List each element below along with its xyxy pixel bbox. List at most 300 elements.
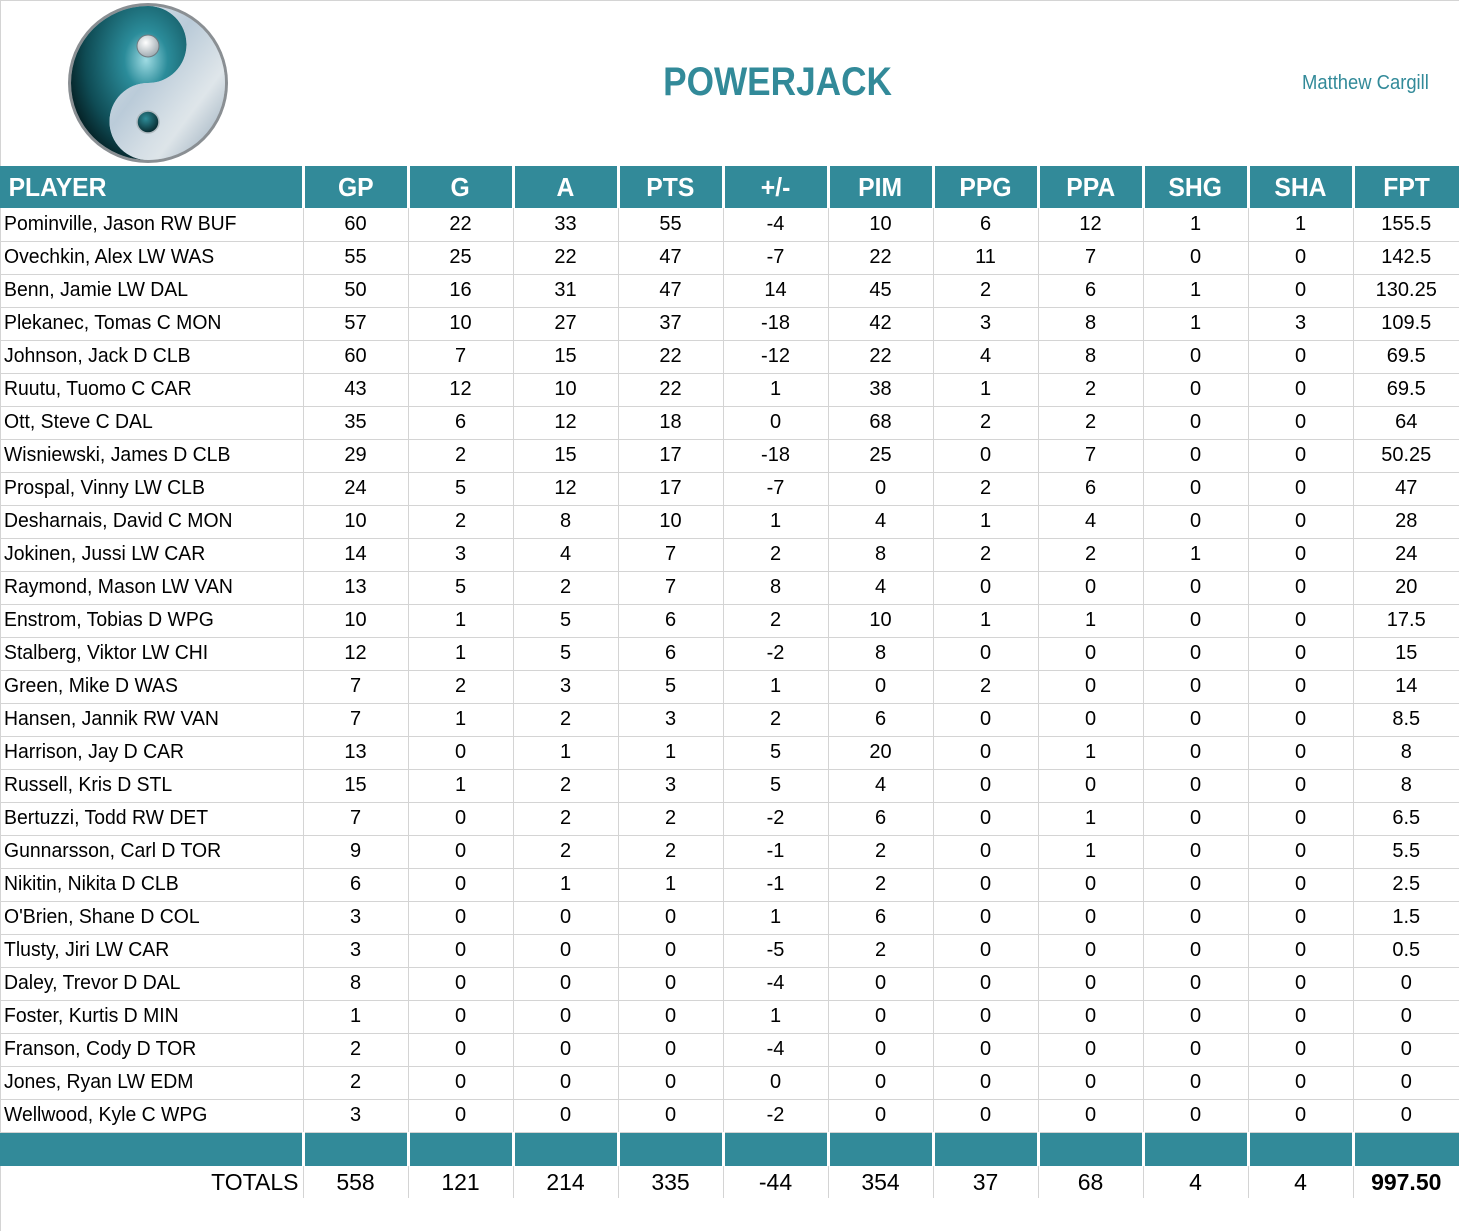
cell-pts[interactable]: 22 bbox=[618, 373, 723, 406]
cell-ppg[interactable]: 0 bbox=[933, 769, 1038, 802]
cell-ppg[interactable]: 0 bbox=[933, 835, 1038, 868]
cell-a[interactable]: 0 bbox=[513, 934, 618, 967]
cell-plus-minus[interactable]: -5 bbox=[723, 934, 828, 967]
total-plus-minus[interactable]: -44 bbox=[723, 1166, 828, 1198]
cell-a[interactable]: 0 bbox=[513, 967, 618, 1000]
cell-player[interactable] bbox=[0, 472, 303, 505]
cell-a[interactable]: 5 bbox=[513, 604, 618, 637]
cell-gp[interactable]: 8 bbox=[303, 967, 408, 1000]
cell-plus-minus[interactable]: 1 bbox=[723, 1000, 828, 1033]
total-a[interactable]: 214 bbox=[513, 1166, 618, 1198]
cell-plus-minus[interactable]: 8 bbox=[723, 571, 828, 604]
cell-sha[interactable]: 0 bbox=[1248, 1000, 1353, 1033]
cell-a[interactable]: 12 bbox=[513, 406, 618, 439]
cell-pim[interactable]: 22 bbox=[828, 241, 933, 274]
cell-ppa[interactable]: 1 bbox=[1038, 736, 1143, 769]
cell-g[interactable]: 10 bbox=[408, 307, 513, 340]
cell-ppg[interactable]: 11 bbox=[933, 241, 1038, 274]
cell-pim[interactable]: 6 bbox=[828, 901, 933, 934]
cell-ppg[interactable]: 0 bbox=[933, 1000, 1038, 1033]
cell-gp[interactable]: 3 bbox=[303, 1099, 408, 1132]
cell-gp[interactable]: 2 bbox=[303, 1033, 408, 1066]
cell-a[interactable]: 0 bbox=[513, 1033, 618, 1066]
cell-plus-minus[interactable]: -7 bbox=[723, 241, 828, 274]
cell-sha[interactable]: 0 bbox=[1248, 967, 1353, 1000]
cell-gp[interactable]: 50 bbox=[303, 274, 408, 307]
cell-player[interactable] bbox=[0, 1099, 303, 1132]
cell-gp[interactable]: 43 bbox=[303, 373, 408, 406]
cell-sha[interactable]: 1 bbox=[1248, 208, 1353, 241]
cell-gp[interactable]: 10 bbox=[303, 505, 408, 538]
cell-ppg[interactable]: 0 bbox=[933, 736, 1038, 769]
cell-ppg[interactable]: 6 bbox=[933, 208, 1038, 241]
cell-pim[interactable]: 10 bbox=[828, 604, 933, 637]
cell-player[interactable] bbox=[0, 670, 303, 703]
cell-plus-minus[interactable]: 0 bbox=[723, 1066, 828, 1099]
cell-ppa[interactable]: 0 bbox=[1038, 1033, 1143, 1066]
cell-fpt[interactable]: 142.5 bbox=[1353, 241, 1459, 274]
cell-gp[interactable]: 60 bbox=[303, 208, 408, 241]
cell-pim[interactable]: 38 bbox=[828, 373, 933, 406]
cell-ppg[interactable]: 0 bbox=[933, 901, 1038, 934]
cell-ppg[interactable]: 2 bbox=[933, 406, 1038, 439]
cell-shg[interactable]: 0 bbox=[1143, 703, 1248, 736]
cell-sha[interactable]: 0 bbox=[1248, 769, 1353, 802]
cell-ppg[interactable]: 0 bbox=[933, 802, 1038, 835]
cell-pts[interactable]: 0 bbox=[618, 967, 723, 1000]
cell-player[interactable] bbox=[0, 901, 303, 934]
cell-plus-minus[interactable]: -7 bbox=[723, 472, 828, 505]
cell-fpt[interactable]: 6.5 bbox=[1353, 802, 1459, 835]
cell-a[interactable]: 2 bbox=[513, 571, 618, 604]
cell-ppg[interactable]: 0 bbox=[933, 1066, 1038, 1099]
cell-fpt[interactable]: 2.5 bbox=[1353, 868, 1459, 901]
cell-player[interactable] bbox=[0, 967, 303, 1000]
cell-plus-minus[interactable]: -1 bbox=[723, 835, 828, 868]
total-sha[interactable]: 4 bbox=[1248, 1166, 1353, 1198]
cell-fpt[interactable]: 0 bbox=[1353, 967, 1459, 1000]
cell-player[interactable] bbox=[0, 241, 303, 274]
cell-plus-minus[interactable]: -2 bbox=[723, 637, 828, 670]
cell-pim[interactable]: 42 bbox=[828, 307, 933, 340]
cell-ppa[interactable]: 0 bbox=[1038, 769, 1143, 802]
cell-pim[interactable]: 4 bbox=[828, 769, 933, 802]
cell-shg[interactable]: 0 bbox=[1143, 241, 1248, 274]
column-header-shg[interactable] bbox=[1143, 166, 1248, 208]
cell-sha[interactable]: 0 bbox=[1248, 439, 1353, 472]
cell-ppa[interactable]: 8 bbox=[1038, 307, 1143, 340]
cell-plus-minus[interactable]: 2 bbox=[723, 703, 828, 736]
cell-ppa[interactable]: 6 bbox=[1038, 472, 1143, 505]
cell-ppa[interactable]: 0 bbox=[1038, 670, 1143, 703]
cell-g[interactable]: 0 bbox=[408, 934, 513, 967]
cell-g[interactable]: 1 bbox=[408, 703, 513, 736]
cell-ppa[interactable]: 0 bbox=[1038, 1099, 1143, 1132]
cell-player[interactable] bbox=[0, 769, 303, 802]
cell-fpt[interactable]: 8.5 bbox=[1353, 703, 1459, 736]
cell-gp[interactable]: 35 bbox=[303, 406, 408, 439]
cell-pts[interactable]: 1 bbox=[618, 868, 723, 901]
cell-plus-minus[interactable]: 14 bbox=[723, 274, 828, 307]
cell-pim[interactable]: 20 bbox=[828, 736, 933, 769]
cell-sha[interactable]: 0 bbox=[1248, 406, 1353, 439]
cell-gp[interactable]: 7 bbox=[303, 703, 408, 736]
cell-ppa[interactable]: 1 bbox=[1038, 835, 1143, 868]
cell-a[interactable]: 1 bbox=[513, 868, 618, 901]
cell-shg[interactable]: 0 bbox=[1143, 901, 1248, 934]
cell-pts[interactable]: 17 bbox=[618, 439, 723, 472]
cell-ppg[interactable]: 1 bbox=[933, 505, 1038, 538]
cell-player[interactable] bbox=[0, 274, 303, 307]
cell-gp[interactable]: 12 bbox=[303, 637, 408, 670]
cell-pts[interactable]: 55 bbox=[618, 208, 723, 241]
cell-fpt[interactable]: 0 bbox=[1353, 1066, 1459, 1099]
cell-player[interactable] bbox=[0, 802, 303, 835]
column-header-player[interactable] bbox=[0, 166, 303, 208]
cell-plus-minus[interactable]: 2 bbox=[723, 538, 828, 571]
cell-shg[interactable]: 0 bbox=[1143, 967, 1248, 1000]
cell-ppg[interactable]: 1 bbox=[933, 604, 1038, 637]
cell-sha[interactable]: 0 bbox=[1248, 1033, 1353, 1066]
cell-a[interactable]: 0 bbox=[513, 1066, 618, 1099]
cell-shg[interactable]: 0 bbox=[1143, 1099, 1248, 1132]
cell-g[interactable]: 6 bbox=[408, 406, 513, 439]
cell-ppa[interactable]: 7 bbox=[1038, 241, 1143, 274]
cell-shg[interactable]: 0 bbox=[1143, 1033, 1248, 1066]
cell-sha[interactable]: 0 bbox=[1248, 934, 1353, 967]
cell-player[interactable] bbox=[0, 505, 303, 538]
cell-plus-minus[interactable]: -2 bbox=[723, 1099, 828, 1132]
cell-g[interactable]: 0 bbox=[408, 835, 513, 868]
cell-pim[interactable]: 25 bbox=[828, 439, 933, 472]
cell-fpt[interactable]: 50.25 bbox=[1353, 439, 1459, 472]
cell-pts[interactable]: 6 bbox=[618, 637, 723, 670]
cell-gp[interactable]: 7 bbox=[303, 802, 408, 835]
cell-ppg[interactable]: 3 bbox=[933, 307, 1038, 340]
cell-ppa[interactable]: 4 bbox=[1038, 505, 1143, 538]
cell-shg[interactable]: 0 bbox=[1143, 736, 1248, 769]
cell-player[interactable] bbox=[0, 604, 303, 637]
cell-gp[interactable]: 60 bbox=[303, 340, 408, 373]
cell-ppg[interactable]: 0 bbox=[933, 1033, 1038, 1066]
cell-plus-minus[interactable]: -4 bbox=[723, 967, 828, 1000]
cell-pim[interactable]: 0 bbox=[828, 1099, 933, 1132]
cell-shg[interactable]: 0 bbox=[1143, 934, 1248, 967]
cell-fpt[interactable]: 8 bbox=[1353, 769, 1459, 802]
cell-a[interactable]: 2 bbox=[513, 769, 618, 802]
cell-pim[interactable]: 2 bbox=[828, 868, 933, 901]
cell-shg[interactable]: 0 bbox=[1143, 868, 1248, 901]
cell-gp[interactable]: 1 bbox=[303, 1000, 408, 1033]
cell-g[interactable]: 0 bbox=[408, 736, 513, 769]
cell-shg[interactable]: 0 bbox=[1143, 1066, 1248, 1099]
cell-pts[interactable]: 2 bbox=[618, 802, 723, 835]
cell-g[interactable]: 0 bbox=[408, 901, 513, 934]
cell-sha[interactable]: 0 bbox=[1248, 340, 1353, 373]
cell-pim[interactable]: 0 bbox=[828, 472, 933, 505]
cell-shg[interactable]: 0 bbox=[1143, 472, 1248, 505]
cell-sha[interactable]: 0 bbox=[1248, 868, 1353, 901]
cell-sha[interactable]: 0 bbox=[1248, 538, 1353, 571]
cell-g[interactable]: 0 bbox=[408, 1000, 513, 1033]
cell-ppa[interactable]: 0 bbox=[1038, 571, 1143, 604]
cell-ppa[interactable]: 7 bbox=[1038, 439, 1143, 472]
cell-ppg[interactable]: 0 bbox=[933, 934, 1038, 967]
cell-pim[interactable]: 6 bbox=[828, 703, 933, 736]
cell-a[interactable]: 2 bbox=[513, 835, 618, 868]
cell-shg[interactable]: 0 bbox=[1143, 1000, 1248, 1033]
column-header-ppg[interactable] bbox=[933, 166, 1038, 208]
cell-plus-minus[interactable]: 1 bbox=[723, 901, 828, 934]
cell-ppg[interactable]: 2 bbox=[933, 538, 1038, 571]
cell-pts[interactable]: 1 bbox=[618, 736, 723, 769]
column-header-pim[interactable] bbox=[828, 166, 933, 208]
cell-gp[interactable]: 57 bbox=[303, 307, 408, 340]
cell-fpt[interactable]: 109.5 bbox=[1353, 307, 1459, 340]
cell-pim[interactable]: 2 bbox=[828, 934, 933, 967]
cell-player[interactable] bbox=[0, 703, 303, 736]
cell-ppa[interactable]: 0 bbox=[1038, 934, 1143, 967]
cell-sha[interactable]: 0 bbox=[1248, 373, 1353, 406]
cell-ppg[interactable]: 0 bbox=[933, 967, 1038, 1000]
cell-a[interactable]: 4 bbox=[513, 538, 618, 571]
cell-pts[interactable]: 0 bbox=[618, 934, 723, 967]
column-header-ppa[interactable] bbox=[1038, 166, 1143, 208]
cell-a[interactable]: 31 bbox=[513, 274, 618, 307]
cell-fpt[interactable]: 47 bbox=[1353, 472, 1459, 505]
cell-pim[interactable]: 0 bbox=[828, 1000, 933, 1033]
cell-pim[interactable]: 45 bbox=[828, 274, 933, 307]
cell-shg[interactable]: 0 bbox=[1143, 373, 1248, 406]
cell-fpt[interactable]: 15 bbox=[1353, 637, 1459, 670]
cell-player[interactable] bbox=[0, 1000, 303, 1033]
cell-g[interactable]: 2 bbox=[408, 439, 513, 472]
cell-pts[interactable]: 2 bbox=[618, 835, 723, 868]
cell-fpt[interactable]: 8 bbox=[1353, 736, 1459, 769]
cell-pts[interactable]: 0 bbox=[618, 1033, 723, 1066]
column-header-g[interactable] bbox=[408, 166, 513, 208]
cell-plus-minus[interactable]: 1 bbox=[723, 505, 828, 538]
cell-g[interactable]: 1 bbox=[408, 769, 513, 802]
cell-player[interactable] bbox=[0, 208, 303, 241]
cell-gp[interactable]: 3 bbox=[303, 934, 408, 967]
cell-fpt[interactable]: 14 bbox=[1353, 670, 1459, 703]
cell-g[interactable]: 3 bbox=[408, 538, 513, 571]
cell-shg[interactable]: 0 bbox=[1143, 769, 1248, 802]
cell-plus-minus[interactable]: 2 bbox=[723, 604, 828, 637]
cell-plus-minus[interactable]: 1 bbox=[723, 373, 828, 406]
cell-gp[interactable]: 10 bbox=[303, 604, 408, 637]
cell-player[interactable] bbox=[0, 1066, 303, 1099]
cell-plus-minus[interactable]: 5 bbox=[723, 769, 828, 802]
cell-a[interactable]: 15 bbox=[513, 439, 618, 472]
cell-pts[interactable]: 0 bbox=[618, 1099, 723, 1132]
cell-player[interactable] bbox=[0, 406, 303, 439]
cell-g[interactable]: 2 bbox=[408, 505, 513, 538]
cell-g[interactable]: 0 bbox=[408, 967, 513, 1000]
cell-player[interactable] bbox=[0, 307, 303, 340]
cell-g[interactable]: 0 bbox=[408, 1066, 513, 1099]
cell-player[interactable] bbox=[0, 736, 303, 769]
cell-player[interactable] bbox=[0, 835, 303, 868]
cell-pts[interactable]: 7 bbox=[618, 538, 723, 571]
cell-sha[interactable]: 0 bbox=[1248, 571, 1353, 604]
cell-ppa[interactable]: 0 bbox=[1038, 901, 1143, 934]
cell-g[interactable]: 5 bbox=[408, 472, 513, 505]
cell-shg[interactable]: 0 bbox=[1143, 505, 1248, 538]
cell-ppa[interactable]: 1 bbox=[1038, 604, 1143, 637]
cell-sha[interactable]: 0 bbox=[1248, 802, 1353, 835]
column-header-pts[interactable] bbox=[618, 166, 723, 208]
cell-pim[interactable]: 0 bbox=[828, 1066, 933, 1099]
cell-ppg[interactable]: 2 bbox=[933, 472, 1038, 505]
cell-ppg[interactable]: 1 bbox=[933, 373, 1038, 406]
cell-sha[interactable]: 0 bbox=[1248, 604, 1353, 637]
cell-gp[interactable]: 2 bbox=[303, 1066, 408, 1099]
cell-ppg[interactable]: 0 bbox=[933, 637, 1038, 670]
cell-sha[interactable]: 0 bbox=[1248, 637, 1353, 670]
cell-a[interactable]: 12 bbox=[513, 472, 618, 505]
cell-ppa[interactable]: 8 bbox=[1038, 340, 1143, 373]
cell-pim[interactable]: 8 bbox=[828, 538, 933, 571]
cell-pts[interactable]: 0 bbox=[618, 901, 723, 934]
cell-shg[interactable]: 0 bbox=[1143, 670, 1248, 703]
cell-sha[interactable]: 0 bbox=[1248, 835, 1353, 868]
cell-pts[interactable]: 3 bbox=[618, 769, 723, 802]
cell-shg[interactable]: 0 bbox=[1143, 406, 1248, 439]
cell-gp[interactable]: 24 bbox=[303, 472, 408, 505]
cell-a[interactable]: 1 bbox=[513, 736, 618, 769]
cell-fpt[interactable]: 20 bbox=[1353, 571, 1459, 604]
cell-gp[interactable]: 14 bbox=[303, 538, 408, 571]
cell-player[interactable] bbox=[0, 538, 303, 571]
cell-pim[interactable]: 4 bbox=[828, 505, 933, 538]
total-gp[interactable]: 558 bbox=[303, 1166, 408, 1198]
cell-pim[interactable]: 0 bbox=[828, 1033, 933, 1066]
cell-pim[interactable]: 22 bbox=[828, 340, 933, 373]
cell-gp[interactable]: 29 bbox=[303, 439, 408, 472]
cell-sha[interactable]: 0 bbox=[1248, 472, 1353, 505]
cell-pim[interactable]: 6 bbox=[828, 802, 933, 835]
cell-ppa[interactable]: 0 bbox=[1038, 967, 1143, 1000]
cell-shg[interactable]: 0 bbox=[1143, 637, 1248, 670]
cell-ppa[interactable]: 0 bbox=[1038, 637, 1143, 670]
column-header-fpt[interactable] bbox=[1353, 166, 1459, 208]
cell-pts[interactable]: 22 bbox=[618, 340, 723, 373]
cell-ppg[interactable]: 0 bbox=[933, 703, 1038, 736]
cell-a[interactable]: 0 bbox=[513, 1000, 618, 1033]
total-ppa[interactable]: 68 bbox=[1038, 1166, 1143, 1198]
cell-g[interactable]: 22 bbox=[408, 208, 513, 241]
cell-g[interactable]: 7 bbox=[408, 340, 513, 373]
cell-pts[interactable]: 10 bbox=[618, 505, 723, 538]
cell-sha[interactable]: 3 bbox=[1248, 307, 1353, 340]
cell-pts[interactable]: 5 bbox=[618, 670, 723, 703]
cell-ppa[interactable]: 2 bbox=[1038, 538, 1143, 571]
cell-pts[interactable]: 3 bbox=[618, 703, 723, 736]
cell-a[interactable]: 2 bbox=[513, 703, 618, 736]
total-pim[interactable]: 354 bbox=[828, 1166, 933, 1198]
cell-ppa[interactable]: 6 bbox=[1038, 274, 1143, 307]
cell-ppg[interactable]: 0 bbox=[933, 1099, 1038, 1132]
cell-fpt[interactable]: 69.5 bbox=[1353, 340, 1459, 373]
cell-player[interactable] bbox=[0, 373, 303, 406]
cell-shg[interactable]: 1 bbox=[1143, 538, 1248, 571]
cell-sha[interactable]: 0 bbox=[1248, 505, 1353, 538]
cell-a[interactable]: 0 bbox=[513, 901, 618, 934]
cell-player[interactable] bbox=[0, 1033, 303, 1066]
cell-sha[interactable]: 0 bbox=[1248, 670, 1353, 703]
cell-fpt[interactable]: 130.25 bbox=[1353, 274, 1459, 307]
cell-g[interactable]: 1 bbox=[408, 637, 513, 670]
cell-pts[interactable]: 17 bbox=[618, 472, 723, 505]
cell-sha[interactable]: 0 bbox=[1248, 241, 1353, 274]
cell-pts[interactable]: 7 bbox=[618, 571, 723, 604]
cell-pts[interactable]: 18 bbox=[618, 406, 723, 439]
cell-ppa[interactable]: 0 bbox=[1038, 1066, 1143, 1099]
cell-shg[interactable]: 1 bbox=[1143, 208, 1248, 241]
cell-gp[interactable]: 7 bbox=[303, 670, 408, 703]
cell-a[interactable]: 22 bbox=[513, 241, 618, 274]
cell-ppa[interactable]: 1 bbox=[1038, 802, 1143, 835]
cell-a[interactable]: 27 bbox=[513, 307, 618, 340]
cell-ppg[interactable]: 4 bbox=[933, 340, 1038, 373]
cell-fpt[interactable]: 0 bbox=[1353, 1033, 1459, 1066]
cell-player[interactable] bbox=[0, 637, 303, 670]
column-header-sha[interactable] bbox=[1248, 166, 1353, 208]
cell-g[interactable]: 0 bbox=[408, 1099, 513, 1132]
cell-g[interactable]: 1 bbox=[408, 604, 513, 637]
cell-fpt[interactable]: 5.5 bbox=[1353, 835, 1459, 868]
cell-a[interactable]: 15 bbox=[513, 340, 618, 373]
cell-pts[interactable]: 6 bbox=[618, 604, 723, 637]
cell-fpt[interactable]: 0 bbox=[1353, 1000, 1459, 1033]
cell-pim[interactable]: 2 bbox=[828, 835, 933, 868]
cell-plus-minus[interactable]: -1 bbox=[723, 868, 828, 901]
cell-g[interactable]: 0 bbox=[408, 868, 513, 901]
cell-plus-minus[interactable]: -12 bbox=[723, 340, 828, 373]
cell-ppg[interactable]: 2 bbox=[933, 670, 1038, 703]
cell-gp[interactable]: 6 bbox=[303, 868, 408, 901]
cell-pts[interactable]: 0 bbox=[618, 1066, 723, 1099]
cell-gp[interactable]: 13 bbox=[303, 736, 408, 769]
column-header-plus-minus[interactable] bbox=[723, 166, 828, 208]
cell-shg[interactable]: 1 bbox=[1143, 274, 1248, 307]
cell-gp[interactable]: 15 bbox=[303, 769, 408, 802]
cell-a[interactable]: 8 bbox=[513, 505, 618, 538]
cell-sha[interactable]: 0 bbox=[1248, 703, 1353, 736]
cell-pim[interactable]: 0 bbox=[828, 967, 933, 1000]
cell-a[interactable]: 10 bbox=[513, 373, 618, 406]
cell-ppa[interactable]: 0 bbox=[1038, 1000, 1143, 1033]
cell-sha[interactable]: 0 bbox=[1248, 1099, 1353, 1132]
cell-plus-minus[interactable]: 1 bbox=[723, 670, 828, 703]
cell-ppa[interactable]: 0 bbox=[1038, 703, 1143, 736]
cell-pts[interactable]: 47 bbox=[618, 241, 723, 274]
cell-ppg[interactable]: 0 bbox=[933, 571, 1038, 604]
cell-player[interactable] bbox=[0, 571, 303, 604]
cell-plus-minus[interactable]: 0 bbox=[723, 406, 828, 439]
cell-plus-minus[interactable]: -4 bbox=[723, 1033, 828, 1066]
cell-ppg[interactable]: 0 bbox=[933, 439, 1038, 472]
cell-ppg[interactable]: 2 bbox=[933, 274, 1038, 307]
cell-a[interactable]: 0 bbox=[513, 1099, 618, 1132]
cell-fpt[interactable]: 0.5 bbox=[1353, 934, 1459, 967]
cell-fpt[interactable]: 69.5 bbox=[1353, 373, 1459, 406]
cell-a[interactable]: 33 bbox=[513, 208, 618, 241]
column-header-gp[interactable] bbox=[303, 166, 408, 208]
cell-g[interactable]: 0 bbox=[408, 1033, 513, 1066]
